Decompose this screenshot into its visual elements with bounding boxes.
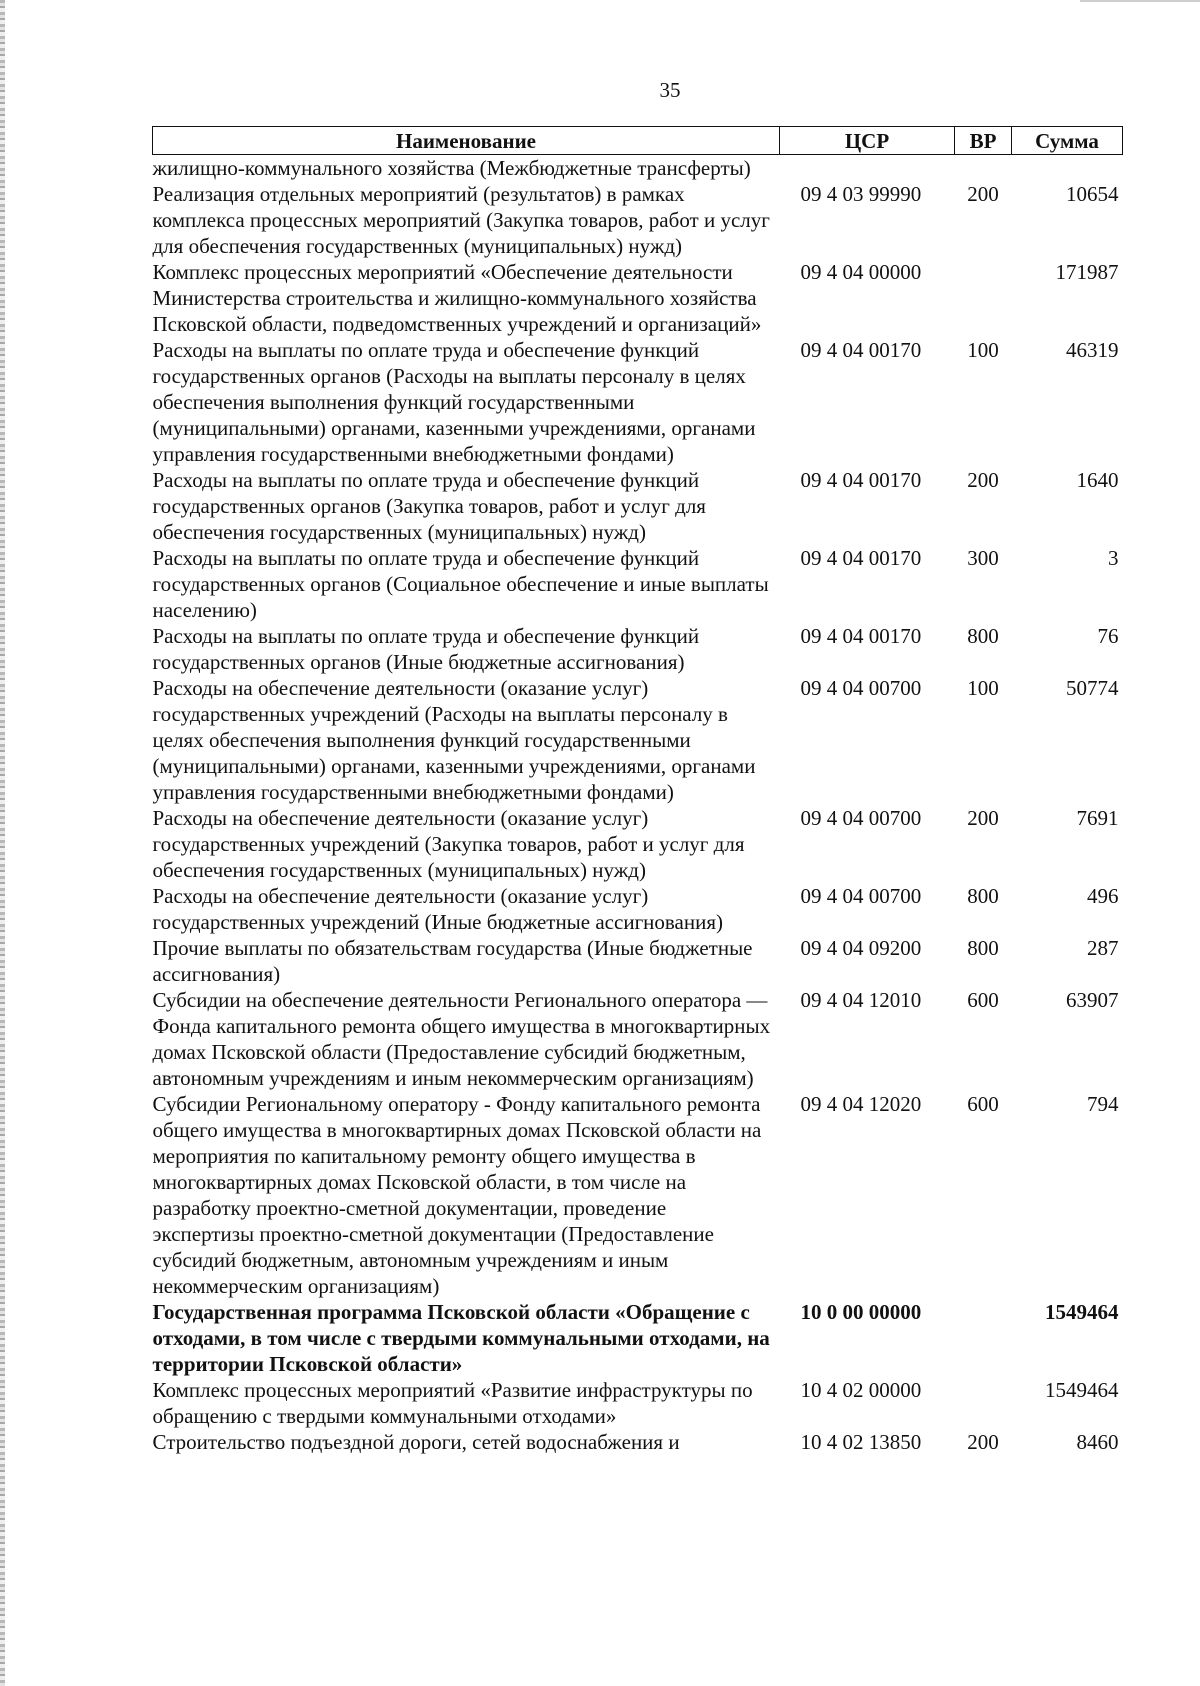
cell-vr: [955, 1377, 1012, 1429]
cell-sum: 76: [1097, 624, 1119, 648]
cell-csr: 09 4 04 00170: [800, 468, 922, 492]
cell-name: Комплекс процессных мероприятий «Развитие инфраструктуры по обращению с твердыми коммунальными отходами»: [152, 1378, 753, 1428]
cell-vr: 600: [967, 1092, 999, 1116]
cell-vr: 800: [967, 884, 999, 908]
cell-sum: 1640: [1076, 468, 1119, 492]
cell-name: Расходы на обеспечение деятельности (оказание услуг) государственных учреждений (Закупка товаров, работ и услуг для обеспечения государственных (муниципальных) нужд): [152, 806, 745, 882]
scan-left-edge: [0, 0, 5, 1686]
table-row: [153, 805, 1123, 883]
cell-vr: 200: [967, 806, 999, 830]
cell-sum: 1549464: [1045, 1300, 1119, 1324]
table-row: [153, 259, 1123, 337]
cell-csr: 09 4 04 12010: [800, 988, 922, 1012]
cell-csr: 10 0 00 00000: [800, 1300, 922, 1324]
cell-sum: 3: [1108, 546, 1119, 570]
budget-table: [152, 126, 1123, 1455]
table-row: [153, 987, 1123, 1091]
table-row: [153, 181, 1123, 259]
cell-vr: 200: [967, 182, 999, 206]
cell-csr: 10 4 02 13850: [800, 1430, 922, 1454]
cell-name: жилищно-коммунального хозяйства (Межбюджетные трансферты): [152, 156, 751, 180]
cell-vr: 300: [967, 546, 999, 570]
cell-sum: 1549464: [1045, 1378, 1119, 1402]
table-row-program: [153, 1299, 1123, 1377]
cell-sum: 794: [1087, 1092, 1119, 1116]
cell-name: Комплекс процессных мероприятий «Обеспечение деятельности Министерства строительства и жилищно-коммунального хозяйства Псковской области, подведомственных учреждений и организаций»: [152, 260, 762, 336]
cell-name: Субсидии на обеспечение деятельности Регионального оператора — Фонда капитального ремонта общего имущества в многоквартирных домах Псковской области (Предоставление субсидий бюджетным, автономным учреждениям и иным некоммерческим организациям): [152, 988, 771, 1090]
cell-csr: 10 4 02 00000: [800, 1378, 922, 1402]
cell-name: Прочие выплаты по обязательствам государства (Иные бюджетные ассигнования): [152, 936, 753, 986]
table-row: [153, 155, 1123, 182]
table-row: [153, 545, 1123, 623]
cell-vr: 200: [967, 1430, 999, 1454]
cell-csr: 09 4 04 12020: [800, 1092, 922, 1116]
cell-sum: 171987: [1055, 260, 1119, 284]
table-row: [153, 467, 1123, 545]
cell-sum: [1012, 155, 1123, 182]
cell-sum: 46319: [1066, 338, 1119, 362]
cell-csr: 09 4 04 09200: [800, 936, 922, 960]
cell-sum: 7691: [1076, 806, 1119, 830]
cell-csr: [780, 155, 955, 182]
table-header-row: [153, 127, 1123, 155]
cell-vr: 100: [967, 338, 999, 362]
cell-vr: [955, 1299, 1012, 1377]
table-row: [153, 935, 1123, 987]
cell-name: Расходы на выплаты по оплате труда и обеспечение функций государственных органов (Закупка товаров, работ и услуг для обеспечения государственных (муниципальных) нужд): [152, 468, 706, 544]
cell-sum: 50774: [1066, 676, 1119, 700]
cell-name: Реализация отдельных мероприятий (результатов) в рамках комплекса процессных мероприятий (Закупка товаров, работ и услуг для обеспечения государственных (муниципальных) нужд): [152, 182, 770, 258]
cell-name: Субсидии Региональному оператору - Фонду капитального ремонта общего имущества в многоквартирных домах Псковской области на мероприятия по капитальному ремонту общего имущества в многоквартирных домах Псковской области, в том числе на разработку проектно-сметной документации, проведение экспертизы проектно-сметной документации (Предоставление субсидий бюджетным, автономным учреждениям и иным некоммерческим организациям): [152, 1092, 762, 1298]
table-row: [153, 675, 1123, 805]
cell-vr: [955, 155, 1012, 182]
cell-name: Государственная программа Псковской области «Обращение с отходами, в том числе с твердыми коммунальными отходами, на территории Псковской области»: [152, 1300, 770, 1376]
cell-name: Расходы на выплаты по оплате труда и обеспечение функций государственных органов (Иные бюджетные ассигнования): [152, 624, 700, 674]
cell-sum: 496: [1087, 884, 1119, 908]
cell-vr: [955, 259, 1012, 337]
cell-csr: 09 4 04 00170: [800, 624, 922, 648]
header-csr: ЦСР: [780, 127, 955, 155]
cell-name: Расходы на обеспечение деятельности (оказание услуг) государственных учреждений (Иные бюджетные ассигнования): [152, 884, 724, 934]
page-number: 35: [659, 78, 681, 102]
cell-sum: 8460: [1076, 1430, 1119, 1454]
cell-sum: 287: [1087, 936, 1119, 960]
cell-name: Строительство подъездной дороги, сетей водоснабжения и: [152, 1430, 680, 1454]
cell-csr: 09 4 04 00000: [800, 260, 922, 284]
cell-csr: 09 4 04 00700: [800, 884, 922, 908]
table-row: [153, 1429, 1123, 1455]
header-sum: Сумма: [1012, 127, 1123, 155]
table-row: [153, 883, 1123, 935]
cell-name: Расходы на выплаты по оплате труда и обеспечение функций государственных органов (Социальное обеспечение и иные выплаты населению): [152, 546, 769, 622]
cell-sum: 10654: [1066, 182, 1119, 206]
table-row: [153, 1091, 1123, 1299]
cell-csr: 09 4 04 00700: [800, 676, 922, 700]
cell-name: Расходы на выплаты по оплате труда и обеспечение функций государственных органов (Расходы на выплаты персоналу в целях обеспечения выполнения функций государственными (муниципальными) органами, казенными учреждениями, органами управления государственными внебюджетными фондами): [152, 338, 756, 466]
cell-csr: 09 4 04 00170: [800, 546, 922, 570]
header-vr: ВР: [955, 127, 1012, 155]
scan-top-edge: [1080, 0, 1200, 2]
cell-vr: 100: [967, 676, 999, 700]
cell-vr: 800: [967, 936, 999, 960]
table-row: [153, 1377, 1123, 1429]
cell-vr: 600: [967, 988, 999, 1012]
table-row: [153, 337, 1123, 467]
cell-csr: 09 4 03 99990: [800, 182, 922, 206]
cell-sum: 63907: [1066, 988, 1119, 1012]
cell-csr: 09 4 04 00170: [800, 338, 922, 362]
table-row: [153, 623, 1123, 675]
cell-vr: 800: [967, 624, 999, 648]
cell-name: Расходы на обеспечение деятельности (оказание услуг) государственных учреждений (Расходы на выплаты персоналу в целях обеспечения выполнения функций государственными (муниципальными) органами, казенными учреждениями, органами управления государственными внебюджетными фондами): [152, 676, 756, 804]
cell-csr: 09 4 04 00700: [800, 806, 922, 830]
header-name: Наименование: [153, 127, 780, 155]
cell-vr: 200: [967, 468, 999, 492]
